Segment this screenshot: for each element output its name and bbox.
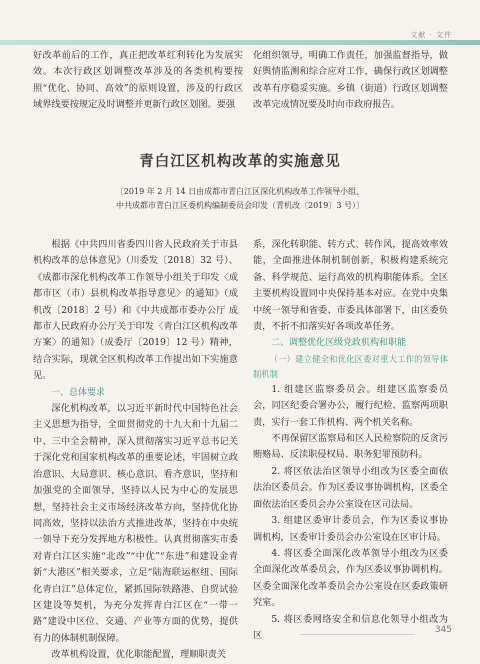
header-bar bbox=[0, 40, 480, 45]
top-left-column bbox=[33, 48, 243, 114]
document-title: 青白江区机构改革的实施意见 bbox=[139, 154, 341, 170]
top-right-column bbox=[253, 48, 448, 114]
page-number: 345 bbox=[434, 625, 452, 635]
paragraph: 4. 将区委全面深化改革领导小组改为区委全面深化改革委员会，作为区委议事协调机构。区委全面深化改革委员会办公室设在区委政策研究室。 bbox=[253, 547, 448, 609]
document-subtitle bbox=[40, 185, 440, 213]
page-rule bbox=[300, 634, 415, 635]
paragraph: 根据《中共四川省委四川省人民政府关于市县机构改革的总体意见》（川委发〔2018〕32 号）、《成都市深化机构改革工作领导小组关于印发〈成都市区（市）县机构改革指导意见〉的通知》（成机改〔2018〕2 号）和《中共成都市委办公厅 成都市人民政府办公厅关于印发〈青白江区机构改革方案〉的通知》（成委厅〔2019〕12 号）精神，结合实际，现就全区机构改革工作提出如下实施意见。 bbox=[33, 239, 238, 382]
section-tag: 文献 · 文件 bbox=[410, 31, 452, 39]
top-left-paragraph: 好改革前后的工作，真正把改革红利转化为发展实效。本次行政区划调整改革涉及的各类机构要按照“优化、协同、高效”的原则设置，涉及的行政区域界线要按规定及时调整并更新行政区划图。要强 bbox=[33, 50, 243, 111]
paragraph: 不再保留区监察局和区人民检察院的反贪污贿赂局、反渎职侵权局、职务犯罪预防科。 bbox=[253, 433, 448, 461]
paragraph: 5. 将区委网络安全和信息化领导小组改为区 bbox=[253, 613, 448, 641]
section-heading: 二、调整优化区级党政机构和职能 bbox=[271, 338, 407, 349]
subsection-heading: （一）建立健全和优化区委对重大工作的领导体制机制 bbox=[253, 353, 448, 379]
header-band bbox=[0, 0, 480, 44]
top-right-paragraph: 化组织领导，明确工作责任，加强监督指导，做好舆情监测和综合应对工作，确保行政区划调整改革有序稳妥实施。乡镇（街道）行政区划调整改革完成情况要及时向市政府报告。 bbox=[253, 50, 448, 111]
paragraph: 改革机构设置，优化职能配置，理顺职责关 bbox=[51, 649, 226, 661]
paragraph: 深化机构改革，以习近平新时代中国特色社会主义思想为指导，全面贯彻党的十九大和十九届二中、三中全会精神，深入贯彻落实习近平总书记关于深化党和国家机构改革的重要论述，牢固树立政治意识、大局意识、核心意识、看齐意识，坚持和加强党的全面领导，坚持以人民为中心的发展思想，坚持社会主义市场经济改革方向，坚持优化协同高效，坚持以法治方式推进改革，坚持在中央统一领导下充分发挥地方积极性。认真贯彻落实市委对青白江区实施“北改”“中优”“东进”和建设金青新“大港区”相关要求，立足“陆海联运枢纽、国际化青白江”总体定位，紧抓国际铁路港、自贸试验区建设等契机，为充分发挥青白江区在“一带一路”建设中区位、交通、产业等方面的优势，提供有力的体制机制保障。 bbox=[33, 403, 238, 644]
paragraph: 系，深化转职能、转方式、转作风，提高效率效能，全面推进体制机制创新，积极构建系统完备、科学规范、运行高效的机构职能体系。全区主要机构设置同中央保持基本对应。在党中央集中统一领导和省委、市委具体部署下，由区委负责，不折不扣落实好各项改革任务。 bbox=[253, 239, 448, 333]
paragraph: 1. 组建区监察委员会。组建区监察委员会，同区纪委合署办公，履行纪检、监察两项职责，实行一套工作机构、两个机关名称。 bbox=[253, 383, 448, 428]
body-left-column bbox=[33, 237, 238, 664]
body-right-column bbox=[253, 237, 448, 644]
section-heading: 一、总体要求 bbox=[51, 387, 106, 398]
paragraph: 3. 组建区委审计委员会，作为区委议事协调机构，区委审计委员会办公室设在区审计局。 bbox=[253, 515, 448, 543]
paragraph: 2. 将区依法治区领导小组改为区委全面依法治区委员会。作为区委议事协调机构，区委全面依法治区委员会办公室设在区司法局。 bbox=[253, 465, 448, 510]
subtitle-line-2: 中共成都市青白江区委机构编制委员会印发（青机改〔2019〕3 号）〕 bbox=[116, 201, 364, 210]
subtitle-line-1: 〔2019 年 2 月 14 日由成都市青白江区深化机构改革工作领导小组、 bbox=[115, 187, 365, 196]
